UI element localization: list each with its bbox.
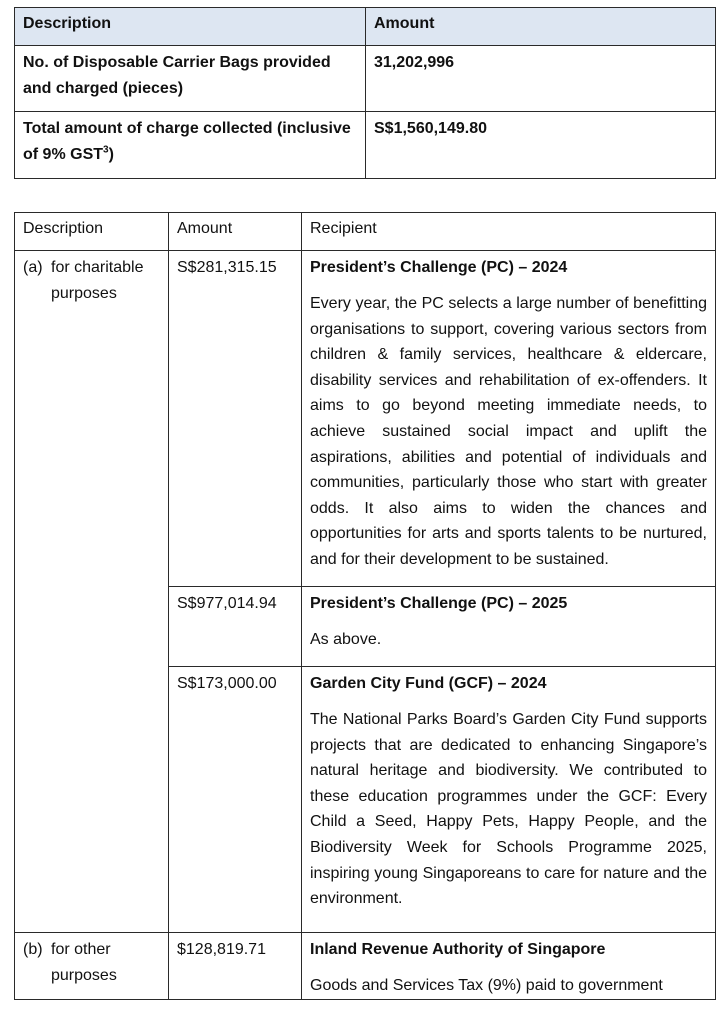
- bags-amount: 31,202,996: [366, 46, 716, 112]
- group-label: (b): [23, 941, 43, 958]
- entry-amount: S$977,014.94: [169, 587, 302, 667]
- table-row: [15, 112, 716, 179]
- footnote-ref: 3: [103, 144, 109, 156]
- entry-amount: S$173,000.00: [169, 667, 302, 933]
- entry-recipient: [302, 667, 716, 933]
- group-label: (a): [23, 259, 43, 276]
- summary-header-description: Description: [15, 8, 366, 46]
- group-description: for other purposes: [51, 941, 117, 984]
- other-description: [15, 933, 169, 1000]
- distribution-header-description: Description: [15, 213, 169, 251]
- bags-description: No. of Disposable Carrier Bags provided and charged (pieces): [15, 46, 366, 112]
- entry-recipient: [302, 933, 716, 1000]
- entry-recipient: [302, 251, 716, 587]
- group-description: for charitable purposes: [51, 259, 144, 302]
- recipient-body: Goods and Services Tax (9%) paid to government: [310, 977, 663, 994]
- charge-amount: S$1,560,149.80: [366, 112, 716, 179]
- distribution-header-amount: Amount: [169, 213, 302, 251]
- entry-amount: $128,819.71: [169, 933, 302, 1000]
- recipient-title: President’s Challenge (PC) – 2025: [310, 595, 568, 612]
- charge-description-text: Total amount of charge collected (inclusive of 9% GST: [23, 120, 351, 163]
- summary-header-row: [15, 8, 716, 46]
- table-row: [15, 46, 716, 112]
- recipient-title: Garden City Fund (GCF) – 2024: [310, 675, 547, 692]
- table-row: [15, 933, 716, 1000]
- recipient-body: Every year, the PC selects a large number of benefitting organisations to support, covering various sectors from children & family services, healthcare & eldercare, disability services and rehabilitation of ex-offenders. It aims to go beyond meeting immediate needs, to achieve sustained social impact and uplift the aspirations, abilities and potential of individuals and communities, particularly those who start with greater odds. It also aims to widen the chances and opportunities for arts and sports talents to be nurtured, and for their development to be sustained.: [310, 295, 707, 568]
- summary-table: [14, 7, 716, 179]
- charge-description-close: ): [108, 146, 114, 163]
- recipient-title: Inland Revenue Authority of Singapore: [310, 941, 606, 958]
- distribution-header-row: [15, 213, 716, 251]
- table-row: [15, 251, 716, 587]
- entry-amount: S$281,315.15: [169, 251, 302, 587]
- distribution-header-recipient: Recipient: [302, 213, 716, 251]
- recipient-body: As above.: [310, 631, 382, 648]
- distribution-table: [14, 212, 716, 1000]
- charge-description: [15, 112, 366, 179]
- recipient-body: The National Parks Board’s Garden City Fund supports projects that are dedicated to enhancing Singapore’s natural heritage and biodiversity. We contributed to these education programmes under the GCF: Every Child a Seed, Happy Pets, Happy People, and the Biodiversity Week for Schools Programme 2025, inspiring young Singaporeans to care for nature and the environment.: [310, 711, 707, 908]
- summary-header-amount: Amount: [366, 8, 716, 46]
- recipient-title: President’s Challenge (PC) – 2024: [310, 259, 568, 276]
- entry-recipient: [302, 587, 716, 667]
- charitable-description: [15, 251, 169, 933]
